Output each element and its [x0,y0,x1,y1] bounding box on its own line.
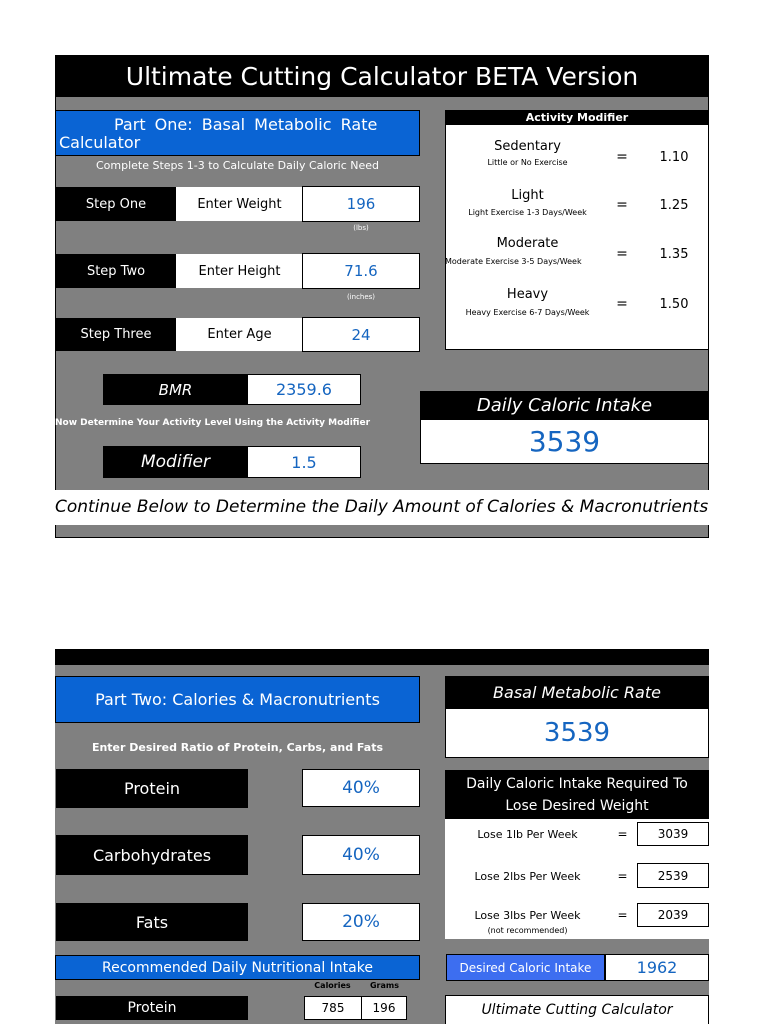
desired-caloric-intake-label: Desired Caloric Intake [446,954,605,981]
activity-light-name: Light [511,188,544,203]
part-two-bmr-value: 3539 [445,708,709,758]
activity-heavy-value: 1.50 [659,296,689,312]
macro-fats-label: Fats [56,903,248,941]
lose-3lbs-label: Lose 3lbs Per Week [474,908,581,922]
fats-ratio-input[interactable]: 20% [302,903,420,941]
step-two-field-label: Enter Height [176,254,303,288]
col-calories-header: Calories [314,981,351,990]
part-two-bmr-label: Basal Metabolic Rate [445,676,709,708]
protein-ratio-input[interactable]: 40% [302,769,420,807]
lose-3lbs-note: (not recommended) [487,925,568,935]
daily-caloric-intake-value: 3539 [420,419,709,464]
activity-sedentary-desc: Little or No Exercise [487,157,568,167]
daily-caloric-intake-label: Daily Caloric Intake [420,391,709,419]
bmr-value: 2359.6 [247,374,361,405]
lose-weight-header: Daily Caloric Intake Required To Lose Desired Weight [445,770,709,819]
activity-heavy-name: Heavy [506,287,549,302]
modifier-input[interactable]: 1.5 [247,446,361,478]
calculator-title: Ultimate Cutting Calculator BETA Version [55,55,709,97]
lose-3lbs-equals: = [617,908,628,922]
lose-1lb-equals: = [617,827,628,841]
activity-heavy-equals: = [616,296,628,312]
part-two-top-bar [55,649,709,665]
bmr-label: BMR [103,374,248,405]
carbohydrates-ratio-input[interactable]: 40% [302,835,420,875]
activity-instruction: Now Determine Your Activity Level Using the Activity Modifier [55,418,371,428]
activity-light-desc: Light Exercise 1-3 Days/Week [468,207,587,217]
lose-3lbs-value: 2039 [637,903,709,927]
weight-input[interactable]: 196 [302,186,420,222]
activity-moderate-name: Moderate [496,236,559,251]
activity-moderate-equals: = [616,246,628,262]
activity-light-value: 1.25 [659,197,689,213]
weight-unit: (lbs) [353,224,369,232]
recommended-intake-heading: Recommended Daily Nutritional Intake [55,955,420,980]
step-one-label: Step One [56,187,176,221]
macro-carbohydrates-label: Carbohydrates [56,835,248,875]
lose-2lbs-label: Lose 2lbs Per Week [474,869,581,883]
step-three-field-label: Enter Age [176,318,303,351]
part-one-heading: Part One: Basal Metabolic Rate Calculator [55,110,420,156]
activity-sedentary-equals: = [616,149,628,165]
activity-moderate-value: 1.35 [659,246,689,262]
continue-instruction: Continue Below to Determine the Daily Amount of Calories & Macronutrients [55,490,709,525]
step-two-label: Step Two [56,254,176,288]
modifier-label: Modifier [103,446,248,478]
activity-sedentary-name: Sedentary [494,139,561,154]
step-three-label: Step Three [56,318,176,351]
step-one-field-label: Enter Weight [176,187,303,221]
lose-2lbs-equals: = [617,869,628,883]
activity-heavy-desc: Heavy Exercise 6-7 Days/Week [465,307,590,317]
lose-1lb-value: 3039 [637,822,709,846]
recommended-protein-grams: 196 [361,996,407,1020]
col-grams-header: Grams [369,981,399,990]
activity-sedentary-value: 1.10 [659,149,689,165]
part-two-footer: Ultimate Cutting Calculator [445,995,709,1024]
activity-moderate-desc: Moderate Exercise 3-5 Days/Week [445,257,582,266]
macro-ratio-instruction: Enter Desired Ratio of Protein, Carbs, and Fats [91,740,384,754]
part-one-subheading: Complete Steps 1-3 to Calculate Daily Caloric Need [95,158,380,172]
lose-2lbs-value: 2539 [637,863,709,888]
recommended-protein-label: Protein [56,996,248,1020]
macro-protein-label: Protein [56,769,248,808]
activity-light-equals: = [616,197,628,213]
height-unit: (inches) [346,293,376,301]
height-input[interactable]: 71.6 [302,253,420,289]
recommended-protein-calories: 785 [304,996,362,1020]
part-two-heading: Part Two: Calories & Macronutrients [55,676,420,723]
desired-caloric-intake-input[interactable]: 1962 [605,954,709,981]
lose-1lb-label: Lose 1lb Per Week [477,827,578,841]
activity-modifier-title: Activity Modifier [445,110,709,125]
age-input[interactable]: 24 [302,317,420,352]
